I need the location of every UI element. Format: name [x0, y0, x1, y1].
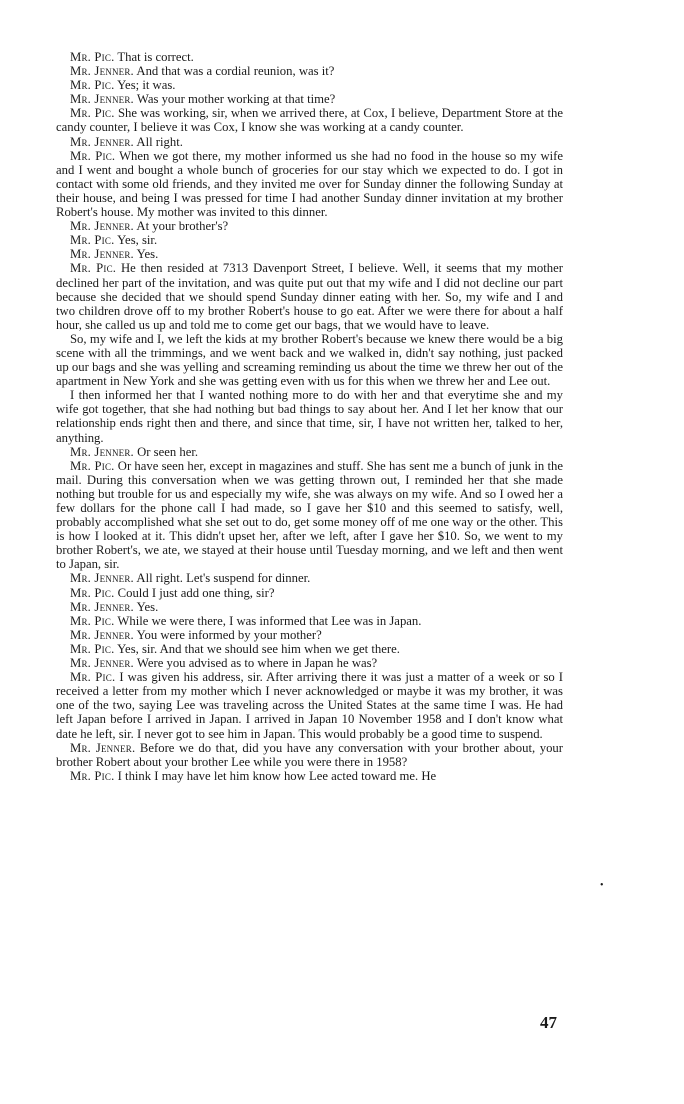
- transcript-paragraph: [56, 388, 563, 444]
- paragraph-text: While we were there, I was informed that Lee was in Japan.: [114, 613, 422, 628]
- transcript-paragraph: [56, 741, 563, 769]
- paragraph-text: Were you advised as to where in Japan he was?: [133, 656, 378, 671]
- speaker-name: Mr. Jenner.: [70, 247, 134, 262]
- speaker-name: Mr. Pic.: [70, 233, 115, 248]
- transcript-paragraph: [56, 628, 563, 642]
- paragraph-text: I then informed her that I wanted nothing more to do with her and that everytime she and my wife got together, that she had nothing but bad things to say about her. And I let her know that our relationship ends right then and there, and since that time, sir, I have not written her, talked to her, anything.: [56, 388, 563, 445]
- transcript-paragraph: [56, 332, 563, 388]
- paragraph-text: Could I just add one thing, sir?: [114, 585, 275, 600]
- speaker-name: Mr. Pic.: [70, 78, 115, 93]
- speaker-name: Mr. Jenner.: [70, 571, 134, 586]
- paragraph-text: And that was a cordial reunion, was it?: [133, 64, 335, 79]
- paragraph-text: At your brother's?: [133, 219, 229, 234]
- transcript-paragraph: [56, 219, 563, 233]
- speaker-name: Mr. Pic.: [70, 670, 116, 685]
- speaker-name: Mr. Pic.: [70, 641, 115, 656]
- speaker-name: Mr. Jenner.: [70, 740, 136, 755]
- transcript-paragraph: [56, 600, 563, 614]
- transcript-paragraph: [56, 459, 563, 572]
- paragraph-text: Yes.: [133, 599, 159, 614]
- paragraph-text: She was working, sir, when we arrived there, at Cox, I believe, Department Store at the candy counter, I believe it was Cox, I know she was working at a candy counter.: [56, 106, 563, 135]
- paragraph-text: That is correct.: [114, 50, 194, 64]
- transcript-paragraph: [56, 586, 563, 600]
- transcript-paragraph: [56, 78, 563, 92]
- speaker-name: Mr. Jenner.: [70, 656, 134, 671]
- paragraph-text: Yes.: [133, 247, 159, 262]
- speaker-name: Mr. Pic.: [70, 458, 115, 473]
- speaker-name: Mr. Jenner.: [70, 134, 134, 149]
- transcript-page: [56, 50, 563, 783]
- transcript-paragraph: [56, 64, 563, 78]
- speaker-name: Mr. Jenner.: [70, 92, 134, 107]
- transcript-paragraph: [56, 233, 563, 247]
- speaker-name: Mr. Jenner.: [70, 444, 134, 459]
- paragraph-text: Or have seen her, except in magazines and stuff. She has sent me a bunch of junk in the mail. During this conversation when we was getting thrown out, I reminded her that she made nothing but trouble for us and especially my wife, she was always on my wife. And so I owed her a few dollars for the phone call I had made, so I gave her $10 and this seemed to satisfy, well, probably accomplished what she set out to do, get some money off of me one way or the other. This is how I looked at it. This didn't upset her, after we left, after I gave her $10. So, we went to my brother Robert's, we ate, we stayed at their house until Tuesday morning, and we left and then went to Japan, sir.: [56, 458, 563, 572]
- transcript-paragraph: [56, 261, 563, 331]
- transcript-paragraph: [56, 135, 563, 149]
- speaker-name: Mr. Pic.: [70, 50, 115, 64]
- speaker-name: Mr. Pic.: [70, 768, 115, 783]
- paragraph-text: I was given his address, sir. After arriving there it was just a matter of a week or so I received a letter from my mother which I never acknowledged or maybe it was my brother, it was one of the two, saying Lee was traveling across the United States at the same time I was. He had left Japan before I arrived in Japan. I arrived in Japan 10 November 1958 and I don't know what date he left, sir. I never got to see him in Japan. This would probably be a good time to suspend.: [56, 670, 563, 741]
- speaker-name: Mr. Jenner.: [70, 219, 134, 234]
- paragraph-text: All right.: [133, 134, 183, 149]
- transcript-paragraph: [56, 445, 563, 459]
- speaker-name: Mr. Pic.: [70, 585, 115, 600]
- margin-mark: •: [600, 880, 604, 891]
- paragraph-text: You were informed by your mother?: [133, 627, 322, 642]
- transcript-paragraph: [56, 642, 563, 656]
- speaker-name: Mr. Jenner.: [70, 627, 134, 642]
- paragraph-text: Before we do that, did you have any conversation with your brother about, your brother Robert about your brother Lee while you were there in 1958?: [56, 740, 563, 769]
- paragraph-text: Yes, sir.: [114, 233, 158, 248]
- paragraph-text: Yes; it was.: [114, 78, 176, 93]
- transcript-paragraph: [56, 106, 563, 134]
- transcript-paragraph: [56, 670, 563, 740]
- paragraph-text: Yes, sir. And that we should see him when we get there.: [114, 641, 400, 656]
- transcript-paragraph: [56, 571, 563, 585]
- transcript-paragraph: [56, 149, 563, 219]
- paragraph-text: When we got there, my mother informed us she had no food in the house so my wife and I went and bought a whole bunch of groceries for our stay which we expected to do. I got in contact with some old friends, and they invited me over for Sunday dinner the following Sunday at their house, and being I was pressed for time I had another Sunday dinner invitation at my brother Robert's house. My mother was invited to this dinner.: [56, 148, 564, 220]
- page-number: 47: [540, 1013, 557, 1032]
- speaker-name: Mr. Pic.: [70, 613, 115, 628]
- speaker-name: Mr. Jenner.: [70, 64, 134, 79]
- speaker-name: Mr. Pic.: [70, 261, 117, 276]
- paragraph-text: Or seen her.: [133, 444, 199, 459]
- transcript-paragraph: [56, 247, 563, 261]
- paragraph-text: He then resided at 7313 Davenport Street, I believe. Well, it seems that my mother declined her part of the invitation, and was quite put out that my wife and I did not decline our part because she decided that we should spend Sunday dinner eating with her. So, my wife and I and two children drove off to my brother Robert's house to go eat. After we were there for about a half hour, she called us up and told me to come get our bags, that we would have to leave.: [56, 261, 563, 332]
- speaker-name: Mr. Pic.: [70, 106, 115, 121]
- transcript-paragraph: [56, 769, 563, 783]
- paragraph-text: Was your mother working at that time?: [133, 92, 336, 107]
- transcript-paragraph: [56, 656, 563, 670]
- paragraph-text: I think I may have let him know how Lee acted toward me. He: [114, 768, 437, 783]
- speaker-name: Mr. Pic.: [70, 148, 116, 163]
- transcript-paragraph: [56, 614, 563, 628]
- transcript-paragraph: [56, 92, 563, 106]
- speaker-name: Mr. Jenner.: [70, 599, 134, 614]
- paragraph-text: So, my wife and I, we left the kids at my brother Robert's because we knew there would be a big scene with all the trimmings, and we went back and we walked in, didn't say nothing, just packed up our bags and she was yelling and screaming reminding us about the time we threw her out of the apartment in New York and she was getting even with us for this when we threw her and Lee out.: [56, 331, 563, 389]
- transcript-paragraph: [56, 50, 563, 64]
- paragraph-text: All right. Let's suspend for dinner.: [133, 571, 311, 586]
